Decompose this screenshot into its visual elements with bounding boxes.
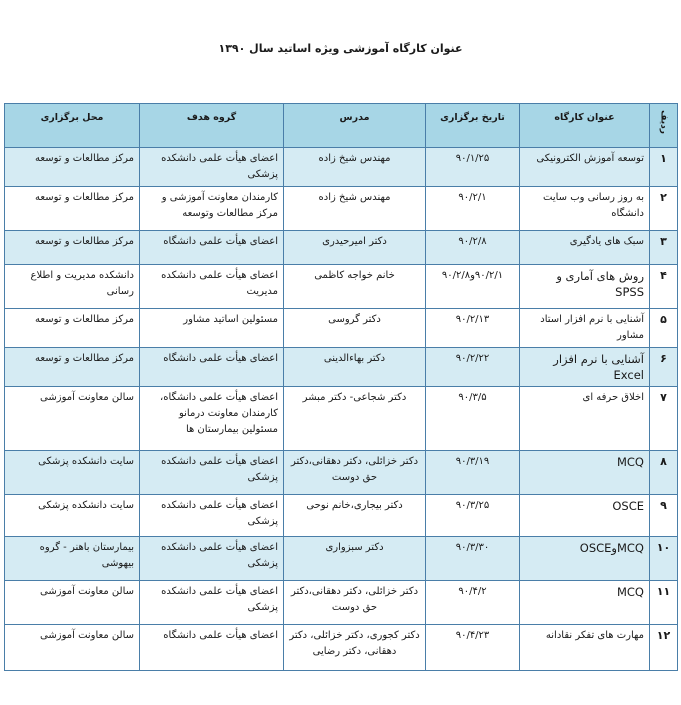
table-header-row [5,104,678,148]
row-location: بیمارستان باهنر - گروه بیهوشی [5,537,140,581]
row-date: ۹۰/۲/۱۳ [426,309,520,348]
row-group: اعضای هیأت علمی دانشکده مدیریت [140,265,284,309]
row-instructor: دکتر خزائلی، دکتر دهقانی،دکتر حق دوست [284,451,426,495]
row-num: ۳ [650,231,678,265]
header-location: محل برگزاری [5,104,140,148]
row-title: اخلاق حرفه ای [520,387,650,451]
row-location: مرکز مطالعات و توسعه [5,309,140,348]
row-title: به روز رسانی وب سایت دانشگاه [520,187,650,231]
table-row [5,451,678,495]
row-title: مهارت های تفکر نقادانه [520,625,650,671]
row-group: مسئولین اساتید مشاور [140,309,284,348]
row-instructor: دکتر امیرحیدری [284,231,426,265]
row-location: مرکز مطالعات و توسعه [5,231,140,265]
row-date: ۹۰/۲/۱ [426,187,520,231]
row-num: ۱۱ [650,581,678,625]
table-row [5,348,678,387]
row-date: ۹۰/۲/۲۲ [426,348,520,387]
row-location: سالن معاونت آموزشی [5,625,140,671]
row-group: اعضای هیأت علمی دانشگاه [140,348,284,387]
row-title: آشنایی با نرم افزار استاد مشاور [520,309,650,348]
row-date: ۹۰/۲/۸ [426,231,520,265]
row-num: ۷ [650,387,678,451]
row-date: ۹۰/۱/۲۵ [426,148,520,187]
row-group: اعضای هیأت علمی دانشگاه، کارمندان معاونت درمانو مسئولین بیمارستان ها [140,387,284,451]
row-instructor: دکتر خزائلی، دکتر دهقانی،دکتر حق دوست [284,581,426,625]
table-row [5,625,678,671]
row-location: دانشکده مدیریت و اطلاع رسانی [5,265,140,309]
row-title: آشنایی با نرم افزار Excel [520,348,650,387]
row-title: MCQوOSCE [520,537,650,581]
row-group: اعضای هیأت علمی دانشگاه [140,231,284,265]
row-group: اعضای هیأت علمی دانشکده پزشکی [140,148,284,187]
table-row [5,148,678,187]
row-title: OSCE [520,495,650,537]
row-group: اعضای هیأت علمی دانشکده پزشکی [140,581,284,625]
row-location: مرکز مطالعات و توسعه [5,187,140,231]
row-location: سایت دانشکده پزشکی [5,495,140,537]
row-group: کارمندان معاونت آموزشی و مرکز مطالعات وتوسعه [140,187,284,231]
row-date: ۹۰/۴/۲ [426,581,520,625]
header-title: عنوان کارگاه [520,104,650,148]
row-location: مرکز مطالعات و توسعه [5,148,140,187]
row-num: ۶ [650,348,678,387]
table-row [5,537,678,581]
row-date: ۹۰/۴/۲۳ [426,625,520,671]
row-instructor: خانم خواجه کاظمی [284,265,426,309]
table-row [5,231,678,265]
row-title: توسعه آموزش الکترونیکی [520,148,650,187]
row-location: مرکز مطالعات و توسعه [5,348,140,387]
table-row [5,581,678,625]
row-instructor: دکتر شجاعی- دکتر مبشر [284,387,426,451]
row-date: ۹۰/۳/۳۰ [426,537,520,581]
row-num: ۱ [650,148,678,187]
row-date: ۹۰/۳/۵ [426,387,520,451]
workshop-table [4,103,678,671]
row-instructor: مهندس شیخ زاده [284,187,426,231]
row-instructor: مهندس شیخ زاده [284,148,426,187]
row-instructor: دکتر سبزواری [284,537,426,581]
row-num: ۸ [650,451,678,495]
row-num: ۲ [650,187,678,231]
header-date: تاریخ برگزاری [426,104,520,148]
row-instructor: دکتر بهاءالدینی [284,348,426,387]
row-group: اعضای هیأت علمی دانشگاه [140,625,284,671]
row-location: سایت دانشکده پزشکی [5,451,140,495]
row-date: ۹۰/۳/۱۹ [426,451,520,495]
row-num: ۵ [650,309,678,348]
row-instructor: دکتر بیجاری،خانم نوحی [284,495,426,537]
row-group: اعضای هیأت علمی دانشکده پزشکی [140,537,284,581]
row-instructor: دکتر گروسی [284,309,426,348]
table-row [5,265,678,309]
table-row [5,309,678,348]
row-title: MCQ [520,581,650,625]
table-row [5,495,678,537]
row-date: ۹۰/۲/۱و۹۰/۲/۸ [426,265,520,309]
row-title: روش های آماری و SPSS [520,265,650,309]
row-title: MCQ [520,451,650,495]
row-num: ۱۰ [650,537,678,581]
row-group: اعضای هیأت علمی دانشکده پزشکی [140,495,284,537]
row-group: اعضای هیأت علمی دانشکده پزشکی [140,451,284,495]
table-row [5,387,678,451]
row-instructor: دکتر کجوری، دکتر خزائلی، دکتر دهقانی، دکتر رضایی [284,625,426,671]
header-num: ردیف [650,104,678,148]
row-date: ۹۰/۳/۲۵ [426,495,520,537]
row-location: سالن معاونت آموزشی [5,581,140,625]
row-location: سالن معاونت آموزشی [5,387,140,451]
row-num: ۹ [650,495,678,537]
row-num: ۱۲ [650,625,678,671]
table-row [5,187,678,231]
row-title: سبک های یادگیری [520,231,650,265]
header-group: گروه هدف [140,104,284,148]
row-num: ۴ [650,265,678,309]
page-title: عنوان کارگاه آموزشی ویژه اساتید سال ۱۳۹۰ [218,42,463,55]
header-instructor: مدرس [284,104,426,148]
